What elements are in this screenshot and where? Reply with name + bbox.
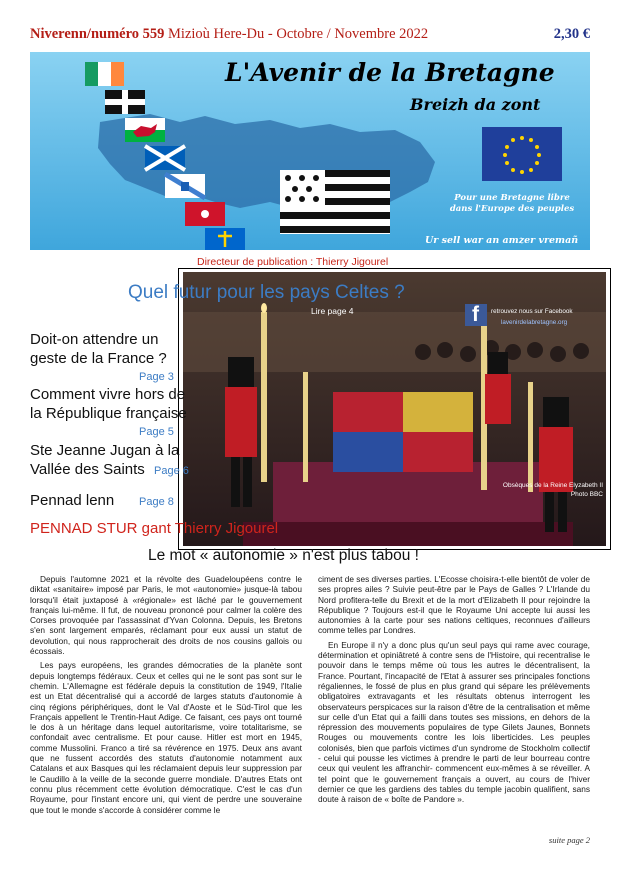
cornwall-flag — [105, 90, 145, 114]
teaser-3-line1: Ste Jeanne Jugan à la — [30, 442, 180, 459]
article-column-2 — [318, 574, 590, 809]
teaser-1-line1: Doit-on attendre un — [30, 331, 159, 348]
facebook-icon[interactable]: f — [465, 304, 487, 326]
cover-photo-frame — [178, 268, 611, 550]
scotland-flag — [145, 146, 185, 170]
wales-flag — [125, 118, 165, 142]
slogan-line-1: Pour une Bretagne libre — [454, 193, 570, 203]
issue-date: Mizioù Here-Du - Octobre / Novembre 2022 — [168, 26, 429, 42]
masthead-motto: Ur sell war an amzer vremañ — [425, 235, 579, 246]
teaser-2-line2: la République française — [30, 405, 187, 422]
article-paragraph: Depuis l'automne 2021 et la révolte des Guadeloupéens contre le diktat «sanitaire» imposé par Paris, le mot «autonomie» jusque-là tabou lorsqu'il était juxtaposé à «régionale» est lâché par le gouvernement français lui-même. Il fut, de nouveau prononcé pour calmer la colère des Corses provoquée par l'assassinat d'Yvan Colonna. Depuis, les Bretons s'en sont largement emparés, réclamant pour eux aussi un statut de devolution, qui nous rapprocherait des droits de nos cousins gallois ou écossais. — [30, 574, 302, 657]
article-column-1 — [30, 574, 302, 819]
masthead-slogan — [437, 193, 587, 215]
teaser-3-line2: Vallée des Saints — [30, 461, 145, 478]
editorial-byline: PENNAD STUR gant Thierry Jigourel — [30, 520, 279, 537]
brittany-flag — [280, 170, 390, 234]
masthead-banner — [30, 52, 590, 250]
article-paragraph: En Europe il n'y a donc plus qu'un seul pays qui rame avec courage, détermination et opiniâtreté à contre sens de l'Histoire, qui recentralise le pouvoir dans le temps même où tous les autres le décentralisent, la France. Pourtant, l'incapacité de l'Etat à assurer ses principales fonctions régaliennes, le fossé de plus en plus grand qui sépare les prélèvements obligatoires extravagants et les résultats obtenus interrogent les observateurs perspicaces sur la raison d'être de la centralisation et même sur celle d'un Etat qui a failli dans toutes ses missions, en dehors de la répression des mouvements populaires de type Gilets Jaunes, Bonnets Rouges ou mouvements contre les lois liberticides. Les peuples colonisés, bien que parfois victimes d'un syndrome de Stockholm collectif - celui qui pousse les victimes à prendre le parti de leur bourreau contre ceux qui veulent les affranchir- commencent eux-mêmes à se réveiller. A tel point que le gouvernement français a ouvert, au cours de l'hiver dernier ce que les gardiens des tables du temple jacobin qualifient, sans doute à raison de « boîte de Pandore ». — [318, 639, 590, 805]
article-paragraph: ciment de ses diverses parties. L'Ecosse choisira-t-elle bientôt de voler de ses propres ailes ? Suivie peut-être par le Pays de Galles ? L'Irlande du Nord profitera-telle du Brexit et de la mort d'Elizabeth II pour rejoindre la République ? Toujours est-il que le Royaume Uni accepte lui aussi les autonomies à la carte pour ses nations celtiques, reconnues d'ailleurs comme telles par Londres. — [318, 574, 590, 636]
photo-caption-title: Obsèques de la Reine Elyzabeth II — [502, 482, 603, 489]
asturias-flag — [205, 228, 245, 250]
main-headline: Quel futur pour les pays Celtes ? — [128, 282, 405, 303]
isle-of-man-flag — [185, 202, 225, 226]
eu-flag — [482, 127, 562, 181]
teaser-1-line2: geste de la France ? — [30, 350, 167, 367]
issue-number: Niverenn/numéro 559 — [30, 26, 165, 42]
masthead-subtitle: Breizh da zont — [410, 95, 541, 114]
guard-far — [485, 352, 511, 424]
article-title: Le mot « autonomie » n'est plus tabou ! — [148, 547, 419, 564]
teaser-4-title: Pennad lenn — [30, 492, 115, 509]
read-page-label: Lire page 4 — [311, 306, 354, 316]
cover-photo — [183, 272, 606, 546]
masthead-title: L'Avenir de la Bretagne — [225, 58, 555, 87]
website-link[interactable]: lavenirdelabretagne.org — [501, 319, 568, 326]
teaser-1-page[interactable]: Page 3 — [139, 371, 174, 383]
photo-credit: Photo BBC — [570, 491, 603, 498]
ireland-flag — [85, 62, 124, 86]
price: 2,30 € — [553, 26, 590, 42]
publication-director: Directeur de publication : Thierry Jigourel — [197, 256, 389, 268]
issue-line — [30, 26, 590, 43]
teaser-2-page[interactable]: Page 5 — [139, 426, 174, 438]
teaser-2-line1: Comment vivre hors de — [30, 386, 186, 403]
slogan-line-2: dans l'Europe des peuples — [449, 204, 575, 214]
photo-caption — [433, 481, 603, 499]
facebook-link[interactable]: retrouvez nous sur Facebook — [491, 308, 573, 315]
teaser-4-page[interactable]: Page 8 — [139, 496, 174, 508]
teaser-3-page[interactable]: Page 6 — [154, 465, 189, 477]
continued-label[interactable]: suite page 2 — [548, 835, 590, 845]
article-paragraph: Les pays européens, les grandes démocraties de la planète sont depuis longtemps fédéraux. Ceux et celles qui ne le sont pas sont sur le chemin. L'Allemagne est fédérale depuis la constitution de 1949, l'Italie est un Etat décentralisé qui a accordé de larges statuts d'autonomie à cinq régions périphériques, dont le Val d'Aoste et le Süd-Tirol que les Français appellent le Trentin-Haut Adige. Ce faisant, ces pays ont tourné le dos à un héritage dans lequel autoritarisme, voire totalitarisme, se confondait avec centralisme. Et pour cause. Hitler est mort en 1945, comme Mussolini. Franco a tiré sa révérence en 1975. Deux ans avant que ne fussent accordés des statuts d'autonomie notamment aux Catalans et aux Basques qui les réclamaient depuis leur suppression par le Caudillo à la veille de la seconde guerre mondiale. D'autres Etats ont connu plus récemment cette évolution démocratique. C'est le cas d'un Royaume, pour l'instant encore uni, qui vient de perdre une souveraine que tout le monde s'accorde à considérer comme le — [30, 660, 302, 815]
galicia-flag — [165, 174, 205, 198]
